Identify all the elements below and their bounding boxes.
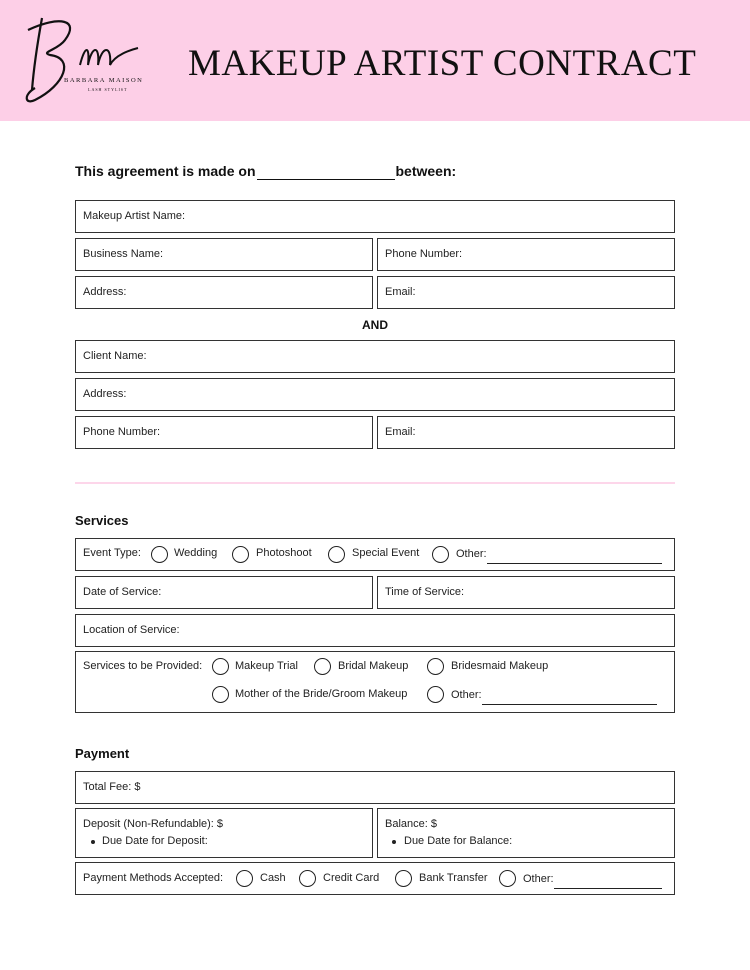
- client-phone-field[interactable]: [75, 416, 373, 449]
- services-other-blank[interactable]: [482, 704, 657, 705]
- deposit-label: Deposit (Non-Refundable): $: [83, 818, 224, 830]
- field-label: Address:: [83, 286, 127, 298]
- logo-brand-name: BARBARA MAISON: [64, 77, 144, 84]
- artist-name-field[interactable]: [75, 200, 675, 233]
- field-label: Address:: [83, 388, 127, 400]
- event-type-label: Event Type:: [83, 547, 141, 559]
- option-services-other: Other:: [451, 689, 482, 701]
- field-label: Email:: [385, 426, 416, 438]
- radio-payment-other[interactable]: [499, 870, 516, 887]
- services-heading: Services: [75, 513, 129, 528]
- option-photoshoot: Photoshoot: [256, 547, 312, 559]
- bullet-icon: [392, 840, 396, 844]
- radio-makeup-trial[interactable]: [212, 658, 229, 675]
- radio-special-event[interactable]: [328, 546, 345, 563]
- option-event-other: Other:: [456, 548, 487, 560]
- option-wedding: Wedding: [174, 547, 218, 559]
- services-provided-row: [75, 651, 675, 713]
- field-label: Phone Number:: [83, 426, 161, 438]
- event-other-blank[interactable]: [487, 563, 662, 564]
- and-separator: AND: [362, 318, 388, 332]
- field-label: Email:: [385, 286, 416, 298]
- artist-address-field[interactable]: [75, 276, 373, 309]
- option-special-event: Special Event: [352, 547, 420, 559]
- radio-event-other[interactable]: [432, 546, 449, 563]
- agreement-date-blank[interactable]: [257, 165, 395, 180]
- field-label: Client Name:: [83, 350, 147, 362]
- option-cash: Cash: [260, 872, 286, 884]
- page-title: MAKEUP ARTIST CONTRACT: [188, 43, 697, 84]
- radio-bank-transfer[interactable]: [395, 870, 412, 887]
- field-label: Makeup Artist Name:: [83, 210, 186, 222]
- balance-due-label: Due Date for Balance:: [404, 835, 513, 847]
- radio-cash[interactable]: [236, 870, 253, 887]
- date-of-service-field[interactable]: [75, 576, 373, 609]
- option-credit-card: Credit Card: [323, 872, 380, 884]
- balance-field[interactable]: [377, 808, 675, 858]
- field-label: Location of Service:: [83, 624, 180, 636]
- option-makeup-trial: Makeup Trial: [235, 660, 298, 672]
- payment-heading: Payment: [75, 746, 130, 761]
- radio-mother-makeup[interactable]: [212, 686, 229, 703]
- client-email-field[interactable]: [377, 416, 675, 449]
- option-mother-makeup: Mother of the Bride/Groom Makeup: [235, 688, 408, 700]
- section-divider: [75, 482, 675, 484]
- radio-credit-card[interactable]: [299, 870, 316, 887]
- radio-photoshoot[interactable]: [232, 546, 249, 563]
- deposit-field[interactable]: [75, 808, 373, 858]
- balance-label: Balance: $: [385, 818, 437, 830]
- client-name-field[interactable]: [75, 340, 675, 373]
- radio-services-other[interactable]: [427, 686, 444, 703]
- field-label: Time of Service:: [385, 586, 465, 598]
- payment-other-blank[interactable]: [554, 888, 662, 889]
- bullet-icon: [91, 840, 95, 844]
- option-bridal-makeup: Bridal Makeup: [338, 660, 409, 672]
- time-of-service-field[interactable]: [377, 576, 675, 609]
- field-label: Date of Service:: [83, 586, 162, 598]
- artist-phone-field[interactable]: [377, 238, 675, 271]
- header-banner: [0, 0, 750, 121]
- field-label: Business Name:: [83, 248, 164, 260]
- brand-logo: [20, 10, 155, 112]
- agreement-suffix: between:: [395, 163, 457, 179]
- payment-methods-label: Payment Methods Accepted:: [83, 872, 224, 884]
- agreement-line: [75, 163, 456, 180]
- agreement-prefix: This agreement is made on: [75, 163, 256, 179]
- radio-wedding[interactable]: [151, 546, 168, 563]
- event-type-row: [75, 538, 675, 571]
- total-fee-field[interactable]: [75, 771, 675, 804]
- location-of-service-field[interactable]: [75, 614, 675, 647]
- radio-bridal-makeup[interactable]: [314, 658, 331, 675]
- deposit-due-label: Due Date for Deposit:: [102, 835, 208, 847]
- option-payment-other: Other:: [523, 873, 554, 885]
- option-bridesmaid-makeup: Bridesmaid Makeup: [451, 660, 549, 672]
- field-label: Phone Number:: [385, 248, 463, 260]
- client-address-field[interactable]: [75, 378, 675, 411]
- radio-bridesmaid-makeup[interactable]: [427, 658, 444, 675]
- artist-email-field[interactable]: [377, 276, 675, 309]
- option-bank-transfer: Bank Transfer: [419, 872, 488, 884]
- business-name-field[interactable]: [75, 238, 373, 271]
- logo-tagline: LASH STYLIST: [88, 87, 128, 92]
- services-provided-label: Services to be Provided:: [83, 660, 203, 672]
- field-label: Total Fee: $: [83, 781, 141, 793]
- payment-methods-row: [75, 862, 675, 895]
